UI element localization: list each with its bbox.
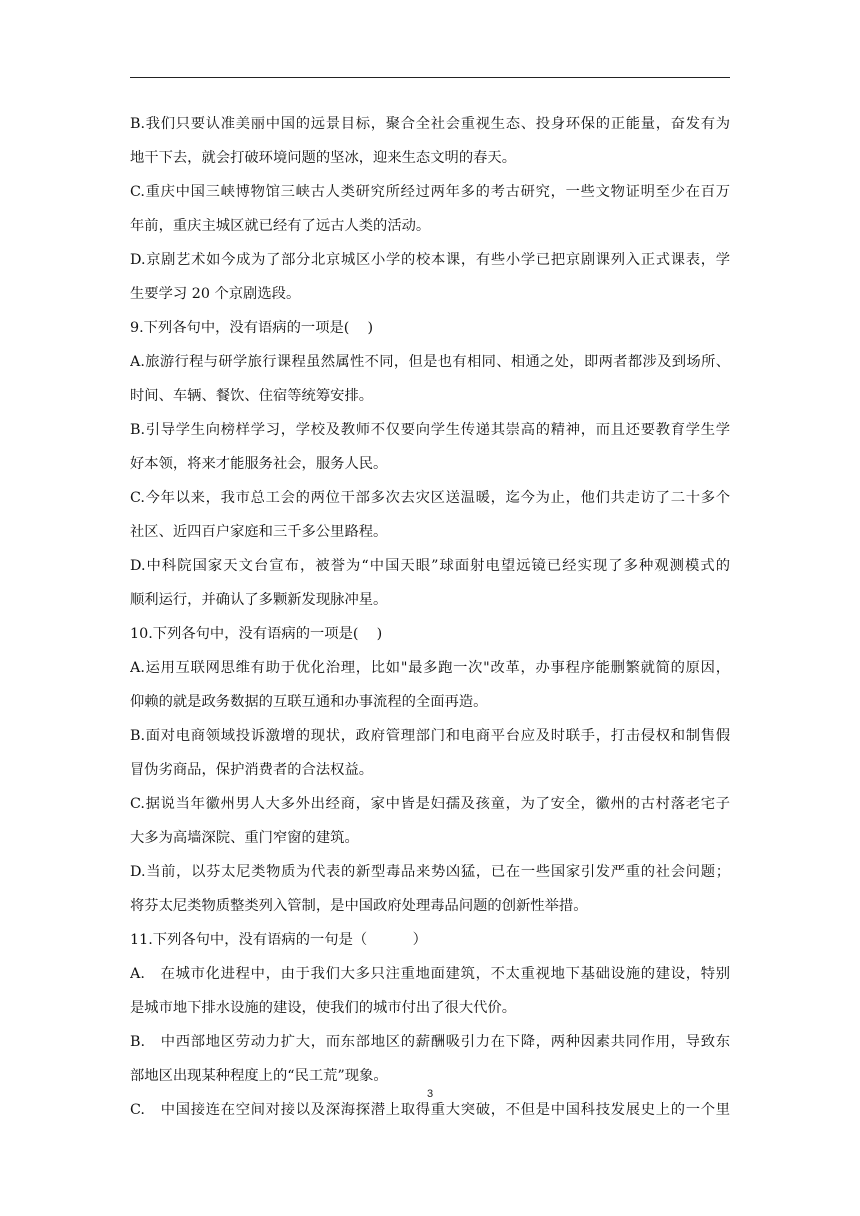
text-line: B.面对电商领域投诉激增的现状，政府管理部门和电商平台应及时联手，打击侵权和制售假 — [130, 728, 730, 744]
text-line: 仰赖的就是政务数据的互联互通和办事流程的全面再造。 — [130, 694, 488, 710]
text-line: D.京剧艺术如今成为了部分北京城区小学的校本课，有些小学已把京剧课列入正式课表，学 — [130, 252, 730, 268]
text-line: 好本领，将来才能服务社会，服务人民。 — [130, 456, 388, 472]
text-line: C. 中国接连在空间对接以及深海探潜上取得重大突破，不但是中国科技发展史上的一个里 — [130, 1102, 730, 1118]
text-line: A. 在城市化进程中，由于我们大多只注重地面建筑，不太重视地下基础设施的建设，特别 — [130, 966, 730, 982]
text-line: 9.下列各句中，没有语病的一项是( ) — [130, 320, 374, 336]
text-line: A.旅游行程与研学旅行课程虽然属性不同，但是也有相同、相通之处，即两者都涉及到场所、 — [130, 354, 730, 370]
text-line: C.今年以来，我市总工会的两位干部多次去灾区送温暖，迄今为止，他们共走访了二十多个 — [130, 490, 730, 506]
text-line: 10.下列各句中，没有语病的一项是( ) — [130, 626, 383, 642]
text-line: 冒伪劣商品，保护消费者的合法权益。 — [130, 762, 374, 778]
text-line: B.我们只要认准美丽中国的远景目标，聚合全社会重视生态、投身环保的正能量，奋发有为 — [130, 116, 730, 132]
header-rule — [130, 77, 730, 78]
page-number: 3 — [426, 1088, 434, 1100]
text-line: C.重庆中国三峡博物馆三峡古人类研究所经过两年多的考古研究，一些文物证明至少在百万 — [130, 184, 730, 200]
text-line: D.当前，以芬太尼类物质为代表的新型毒品来势凶猛，已在一些国家引发严重的社会问题； — [130, 864, 730, 880]
document-body — [130, 107, 730, 1127]
text-line: 生要学习 20 个京剧选段。 — [130, 286, 301, 302]
text-line: 是城市地下排水设施的建设，使我们的城市付出了很大代价。 — [130, 1000, 517, 1016]
text-line: A.运用互联网思维有助于优化治理，比如"最多跑一次"改革，办事程序能删繁就简的原因， — [130, 660, 730, 676]
text-line: 顺利运行，并确认了多颗新发现脉冲星。 — [130, 592, 388, 608]
text-line: 部地区出现某种程度上的“民工荒”现象。 — [130, 1068, 388, 1084]
text-line: 年前，重庆主城区就已经有了远古人类的活动。 — [130, 218, 431, 234]
text-line: D.中科院国家天文台宣布，被誉为“中国天眼”球面射电望远镜已经实现了多种观测模式的 — [130, 558, 730, 574]
text-line: 地干下去，就会打破环境问题的坚冰，迎来生态文明的春天。 — [130, 150, 517, 166]
text-line: B. 中西部地区劳动力扩大，而东部地区的薪酬吸引力在下降，两种因素共同作用，导致东 — [130, 1034, 730, 1050]
text-line: 大多为高墙深院、重门窄窗的建筑。 — [130, 830, 359, 846]
text-line: C.据说当年徽州男人大多外出经商，家中皆是妇孺及孩童，为了安全，徽州的古村落老宅子 — [130, 796, 730, 812]
text-line: 11.下列各句中，没有语病的一句是（ ） — [130, 932, 427, 948]
text-line: 社区、近四百户家庭和三千多公里路程。 — [130, 524, 388, 540]
text-line: B.引导学生向榜样学习，学校及教师不仅要向学生传递其崇高的精神，而且还要教育学生学 — [130, 422, 730, 438]
text-line: 时间、车辆、餐饮、住宿等统筹安排。 — [130, 388, 374, 404]
text-line: 将芬太尼类物质整类列入管制，是中国政府处理毒品问题的创新性举措。 — [130, 898, 588, 914]
